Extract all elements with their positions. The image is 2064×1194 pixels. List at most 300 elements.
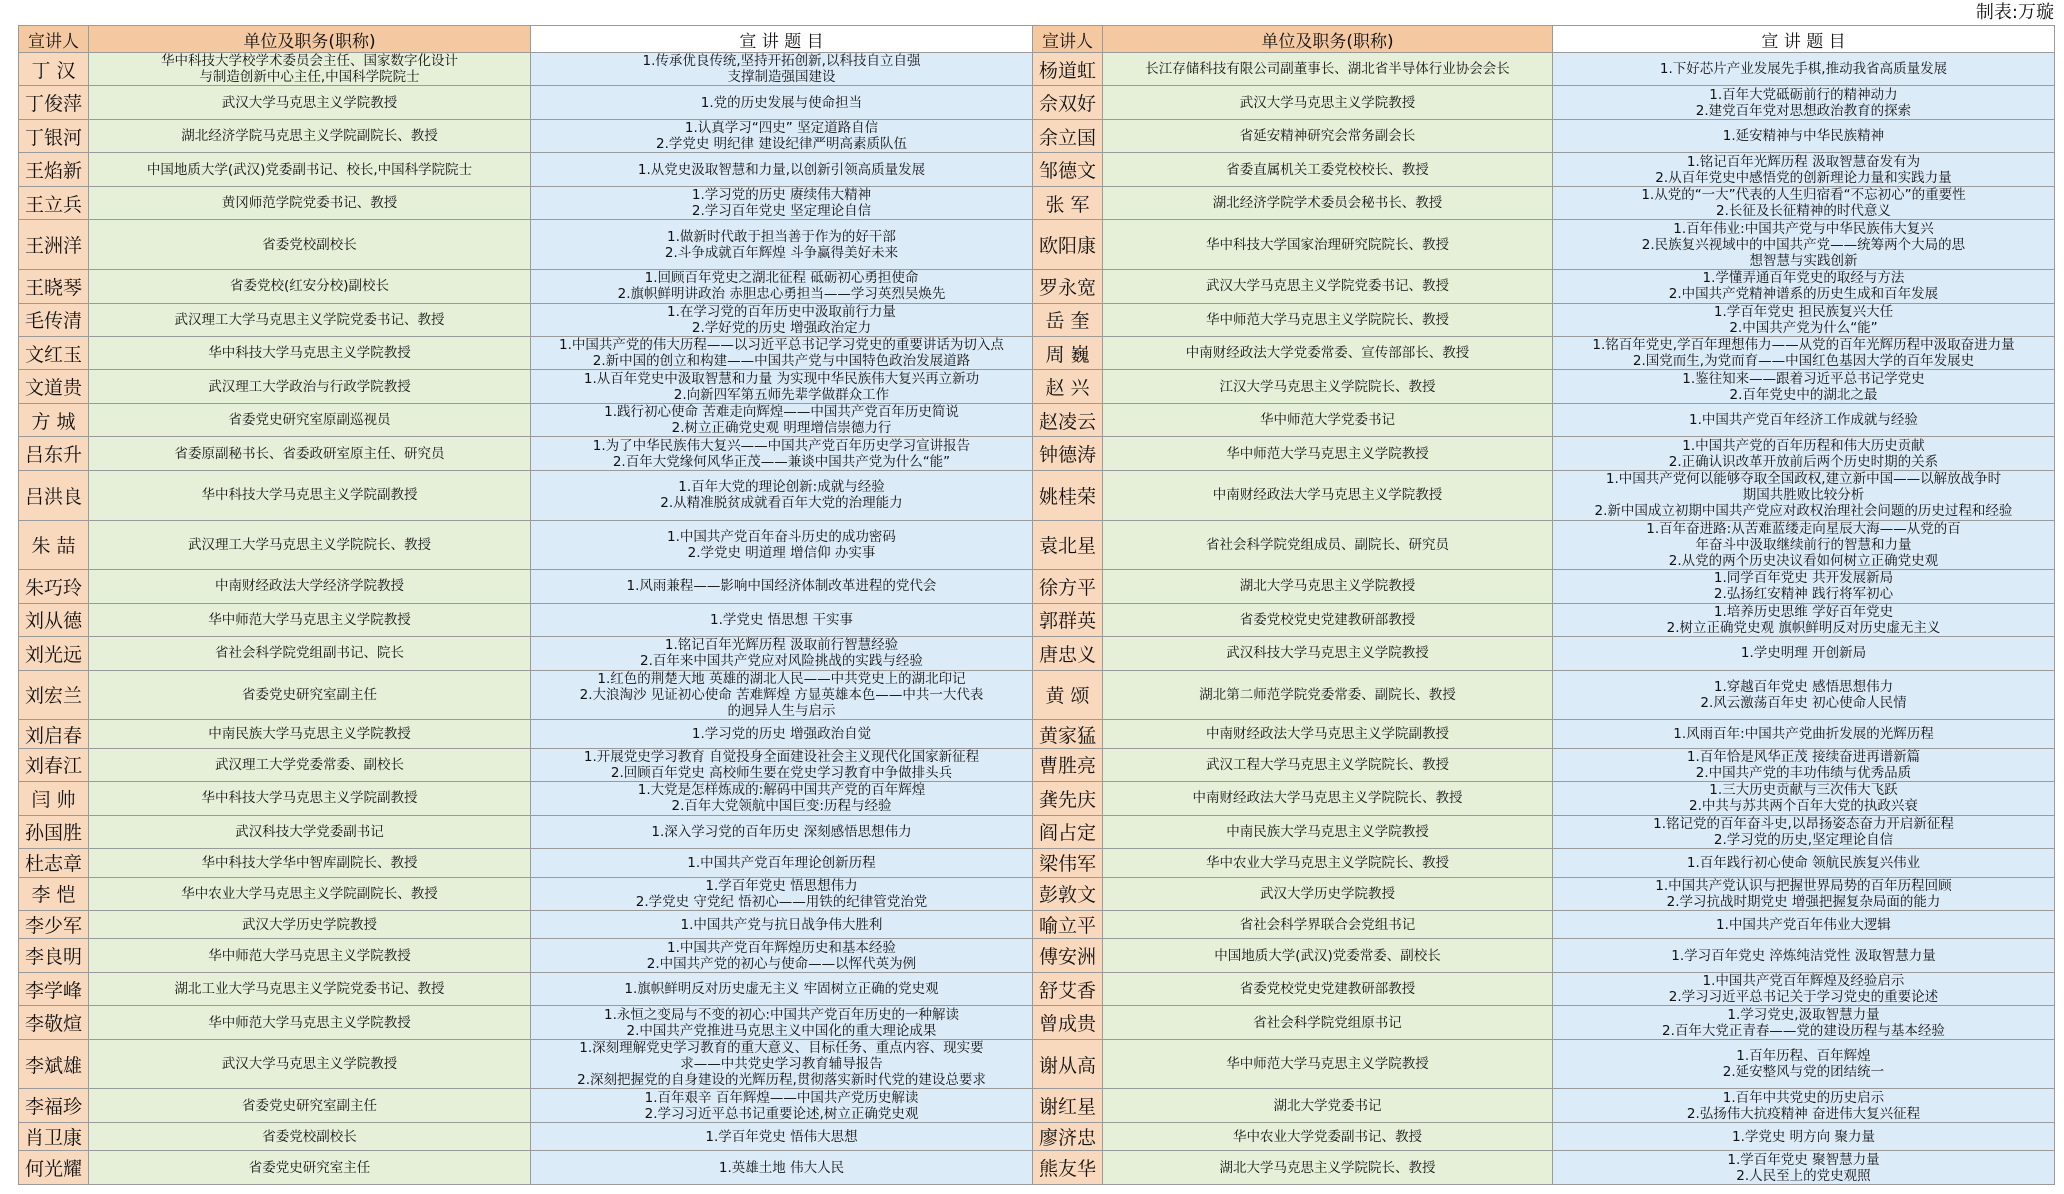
speaker-name: 丁银河 (19, 119, 89, 152)
speaker-unit (1103, 1039, 1553, 1089)
table-row (19, 1122, 2055, 1150)
speaker-unit (1103, 403, 1553, 436)
speaker-name: 彭敦文 (1033, 877, 1103, 910)
speaker-name: 李敬煊 (19, 1006, 89, 1039)
speaker-unit-line: 华中师范大学党委书记 (1260, 412, 1395, 429)
speaker-unit (1103, 877, 1553, 910)
speaker-unit-line: 省委党史研究室副主任 (242, 686, 377, 703)
speaker-name: 刘宏兰 (19, 670, 89, 720)
speaker-topic (531, 1006, 1033, 1039)
speaker-unit (89, 370, 531, 403)
speaker-unit (1103, 303, 1553, 336)
speaker-topic (531, 270, 1033, 303)
speaker-topic-line: 2.树立正确党史观 明理增信崇德力行 (671, 420, 892, 437)
speaker-name: 佘双好 (1033, 86, 1103, 119)
speaker-unit-line: 省延安精神研究会常务副会长 (1239, 128, 1416, 145)
speaker-topic-line: 2.旗帜鲜明讲政治 赤胆忠心勇担当——学习英烈吴焕先 (617, 286, 946, 303)
speaker-name: 袁北星 (1033, 520, 1103, 570)
speaker-unit (1103, 972, 1553, 1005)
speaker-unit-line: 湖北工业大学马克思主义学院党委书记、教授 (174, 981, 445, 998)
speaker-name: 李斌雄 (19, 1039, 89, 1089)
table-row (19, 186, 2055, 219)
table-row (19, 782, 2055, 815)
speaker-name: 徐方平 (1033, 570, 1103, 603)
speaker-topic (1553, 520, 2055, 570)
speaker-unit-line: 省委党校党史党建教研部教授 (1239, 611, 1416, 628)
speaker-unit (89, 910, 531, 938)
speaker-name: 何光耀 (19, 1151, 89, 1185)
table-row (19, 1151, 2055, 1185)
table-row (19, 119, 2055, 152)
speaker-topic-line: 期国共胜败比较分析 (1742, 487, 1865, 504)
speaker-name: 余立国 (1033, 119, 1103, 152)
speaker-name: 黄 颂 (1033, 670, 1103, 720)
speaker-topic (1553, 53, 2055, 86)
table-row (19, 1089, 2055, 1122)
speaker-topic (531, 86, 1033, 119)
speaker-topic-line: 1.百年恰是风华正茂 接续奋进再谱新篇 (1686, 748, 1921, 765)
speaker-unit (1103, 186, 1553, 219)
speaker-unit (89, 1151, 531, 1185)
speaker-topic-line: 1.中国共产党的百年历程和伟大历史贡献 (1682, 437, 1925, 454)
speaker-unit (1103, 370, 1553, 403)
speaker-unit (1103, 637, 1553, 670)
speaker-topic-line: 2.学习习近平总书记关于学习党史的重要论述 (1668, 989, 1939, 1006)
speaker-unit (89, 470, 531, 520)
speaker-topic (1553, 637, 2055, 670)
table-maker-credit: 制表:万璇 (1975, 2, 2054, 23)
speaker-topic (1553, 670, 2055, 720)
table-row (19, 520, 2055, 570)
speaker-unit-line: 武汉大学马克思主义学院教授 (221, 1056, 398, 1073)
speaker-unit-line: 武汉大学马克思主义学院教授 (221, 94, 398, 111)
speaker-unit (89, 972, 531, 1005)
header-unit-right: 单位及职务(职称) (1103, 26, 1553, 53)
speaker-unit-line: 华中师范大学马克思主义学院教授 (208, 1014, 411, 1031)
speaker-name: 唐忠义 (1033, 637, 1103, 670)
speaker-topic-line: 2.从百年党史中感悟党的创新理论力量和实践力量 (1655, 169, 1952, 186)
speaker-name: 谢红星 (1033, 1089, 1103, 1122)
speaker-unit-line: 华中科技大学华中智库副院长、教授 (201, 854, 418, 871)
speaker-unit (89, 570, 531, 603)
speaker-unit-line: 华中科技大学马克思主义学院副教授 (201, 790, 418, 807)
speaker-topic (1553, 939, 2055, 972)
speaker-unit (1103, 53, 1553, 86)
speaker-unit-line: 与制造创新中心主任,中国科学院院士 (199, 69, 420, 86)
speaker-topic (1553, 748, 2055, 781)
table-row (19, 403, 2055, 436)
speaker-unit-line: 黄冈师范学院党委书记、教授 (221, 195, 398, 212)
speaker-topic (1553, 570, 2055, 603)
speaker-topic-line: 1.开展党史学习教育 自觉投身全面建设社会主义现代化国家新征程 (583, 748, 980, 765)
speaker-topic (531, 119, 1033, 152)
speaker-topic-line: 1.下好芯片产业发展先手棋,推动我省高质量发展 (1659, 61, 1948, 78)
speaker-name: 谢从高 (1033, 1039, 1103, 1089)
speaker-topic-line: 2.弘扬伟大抗疫精神 奋进伟大复兴征程 (1686, 1105, 1921, 1122)
table-row (19, 972, 2055, 1005)
table-row (19, 220, 2055, 270)
table-row (19, 670, 2055, 720)
speaker-unit-line: 湖北大学党委书记 (1273, 1097, 1382, 1114)
speaker-unit-line: 华中农业大学党委副书记、教授 (1233, 1128, 1422, 1145)
speaker-topic (531, 603, 1033, 636)
speaker-topic-line: 1.百年伟业:中国共产党与中华民族伟大复兴 (1673, 220, 1934, 237)
speaker-topic-line: 2.斗争成就百年辉煌 斗争赢得美好未来 (664, 244, 899, 261)
speaker-topic-line: 1.旗帜鲜明反对历史虚无主义 牢固树立正确的党史观 (624, 981, 939, 998)
speaker-topic-line: 1.英雄土地 伟大人民 (718, 1159, 845, 1176)
speaker-topic-line: 1.红色的荆楚大地 英雄的湖北人民——中共党史上的湖北印记 (597, 670, 966, 687)
speaker-name: 闫 帅 (19, 782, 89, 815)
speaker-unit-line: 省委党校(红安分校)副校长 (229, 278, 390, 295)
speaker-unit-line: 湖北大学马克思主义学院院长、教授 (1219, 1159, 1436, 1176)
speaker-name: 姚桂荣 (1033, 470, 1103, 520)
table-row (19, 720, 2055, 748)
speaker-topic-line: 2.民族复兴视域中的中国共产党——统筹两个大局的思 (1641, 236, 1966, 253)
speaker-topic (1553, 603, 2055, 636)
speaker-unit-line: 省委原副秘书长、省委政研室原主任、研究员 (174, 445, 445, 462)
table-row (19, 1006, 2055, 1039)
speaker-name: 王洲洋 (19, 220, 89, 270)
speaker-name: 方 城 (19, 403, 89, 436)
speaker-unit (89, 403, 531, 436)
speaker-unit-line: 武汉科技大学马克思主义学院教授 (1226, 645, 1429, 662)
speaker-unit-line: 华中师范大学马克思主义学院教授 (1226, 1056, 1429, 1073)
speaker-unit (89, 186, 531, 219)
speaker-topic-line: 2.百年大党正青春——党的建设历程与基本经验 (1662, 1022, 1945, 1039)
speaker-topic-line: 1.百年奋进路:从苦难蓝缕走向星辰大海——从党的百 (1646, 520, 1961, 537)
speaker-topic-line: 2.学好党的历史 增强政治定力 (691, 319, 872, 336)
speaker-unit (89, 603, 531, 636)
speaker-unit (89, 336, 531, 369)
table-row (19, 603, 2055, 636)
speaker-unit-line: 中南财经政法大学马克思主义学院教授 (1212, 487, 1443, 504)
speaker-topic (531, 1151, 1033, 1185)
speaker-name: 罗永宽 (1033, 270, 1103, 303)
speaker-topic-line: 1.中国共产党百年伟业大逻辑 (1716, 916, 1891, 933)
speaker-unit-line: 中南财经政法大学经济学院教授 (215, 578, 404, 595)
speaker-topic-line: 1.中国共产党百年辉煌历史和基本经验 (667, 939, 896, 956)
speaker-name: 邹德文 (1033, 153, 1103, 186)
speaker-topic (1553, 86, 2055, 119)
speaker-topic-line: 1.学百年党史 担民族复兴大任 (1713, 303, 1894, 320)
speaker-topic-line: 2.建党百年党对思想政治教育的探索 (1695, 102, 1912, 119)
speaker-topic-line: 1.中国共产党认识与把握世界局势的百年历程回顾 (1655, 877, 1952, 894)
speaker-name: 文红玉 (19, 336, 89, 369)
table-row (19, 336, 2055, 369)
speaker-topic (1553, 220, 2055, 270)
speaker-topic (531, 877, 1033, 910)
speaker-name: 朱巧玲 (19, 570, 89, 603)
speaker-topic-line: 2.人民至上的党史观照 (1736, 1167, 1871, 1184)
speaker-unit-line: 中国地质大学(武汉)党委副书记、校长,中国科学院院士 (146, 161, 473, 178)
speaker-topic-line: 2.中国共产党的初心与使命——以恽代英为例 (646, 955, 917, 972)
speaker-topic-line: 1.传承优良传统,坚持开拓创新,以科技自立自强 (642, 53, 921, 70)
speaker-topic-line: 1.学习党的历史 增强政治自觉 (691, 726, 872, 742)
speaker-unit (1103, 86, 1553, 119)
speaker-topic (531, 939, 1033, 972)
speaker-topic (1553, 972, 2055, 1005)
speaker-topic-line: 1.学党史 悟思想 干实事 (710, 611, 853, 628)
speaker-topic (1553, 849, 2055, 877)
speaker-topic (531, 670, 1033, 720)
table-row (19, 637, 2055, 670)
speaker-unit-line: 华中农业大学马克思主义学院院长、教授 (1206, 854, 1449, 871)
speaker-name: 阎占定 (1033, 815, 1103, 848)
speaker-topic (1553, 910, 2055, 938)
speaker-topic (531, 815, 1033, 848)
speaker-topic-line: 1.学百年党史 聚智慧力量 (1727, 1151, 1880, 1168)
speaker-name: 李学峰 (19, 972, 89, 1005)
speaker-unit (1103, 520, 1553, 570)
speaker-unit (1103, 603, 1553, 636)
speaker-topic (1553, 1006, 2055, 1039)
speaker-topic-line: 1.培养历史思维 学好百年党史 (1713, 603, 1894, 620)
speaker-topic (531, 403, 1033, 436)
speaker-topic-line: 1.学史明理 开创新局 (1740, 645, 1867, 662)
speaker-unit-line: 武汉理工大学党委常委、副校长 (215, 756, 404, 773)
speaker-topic-line: 年奋斗中汲取继续前行的智慧和力量 (1695, 536, 1912, 553)
speaker-name: 岳 奎 (1033, 303, 1103, 336)
speaker-topic-line: 1.中国共产党百年辉煌及经验启示 (1702, 973, 1905, 990)
speaker-unit (89, 270, 531, 303)
speaker-unit-line: 华中农业大学马克思主义学院副院长、教授 (181, 885, 438, 902)
speaker-unit (1103, 1006, 1553, 1039)
speaker-topic-line: 1.铭记党的百年奋斗史,以昂扬姿态奋力开启新征程 (1653, 815, 1954, 832)
speaker-name: 丁 汉 (19, 53, 89, 86)
speaker-topic-line: 1.百年践行初心使命 领航民族复兴伟业 (1686, 854, 1921, 871)
speaker-name: 周 巍 (1033, 336, 1103, 369)
speaker-unit-line: 湖北经济学院马克思主义学院副院长、教授 (181, 128, 438, 145)
table-row (19, 470, 2055, 520)
speaker-topic (1553, 877, 2055, 910)
speaker-unit-line: 武汉大学马克思主义学院教授 (1239, 94, 1416, 111)
speaker-topic-line: 2.中国共产党为什么“能” (1729, 319, 1878, 336)
speaker-unit (1103, 220, 1553, 270)
table-body (19, 53, 2055, 1185)
speaker-unit (89, 303, 531, 336)
speaker-unit (1103, 910, 1553, 938)
speaker-name: 熊友华 (1033, 1151, 1103, 1185)
speaker-topic-line: 2.长征及长征精神的时代意义 (1716, 203, 1891, 220)
speaker-unit (1103, 748, 1553, 781)
table-row (19, 303, 2055, 336)
speaker-topic (531, 437, 1033, 470)
speaker-topic (1553, 470, 2055, 520)
speaker-topic-line: 2.新中国成立初期中国共产党应对政权治理社会问题的历史过程和经验 (1594, 503, 2013, 520)
speaker-topic-line: 1.为了中华民族伟大复兴——中国共产党百年历史学习宣讲报告 (592, 437, 971, 454)
speaker-topic (531, 186, 1033, 219)
speaker-topic (531, 470, 1033, 520)
speaker-topic-line: 1.百年大党的理论创新:成就与经验 (678, 479, 885, 496)
speaker-topic-line: 2.回顾百年党史 高校师生要在党史学习教育中争做排头兵 (610, 764, 953, 781)
speaker-unit-line: 省委直属机关工委党校校长、教授 (1226, 161, 1429, 178)
speaker-unit (1103, 720, 1553, 748)
speaker-unit (89, 1122, 531, 1150)
speaker-topic-line: 2.延安整风与党的团结统一 (1722, 1064, 1885, 1081)
speaker-topic-line: 1.同学百年党史 共开发展新局 (1713, 570, 1894, 587)
speaker-unit (1103, 1089, 1553, 1122)
speaker-topic-line: 2.中共与苏共两个百年大党的执政兴衰 (1689, 798, 1918, 815)
speaker-unit-line: 省委党史研究室副主任 (242, 1097, 377, 1114)
speaker-topic-line: 2.学习习近平总书记重要论述,树立正确党史观 (644, 1105, 919, 1122)
speaker-topic (531, 782, 1033, 815)
speaker-unit-line: 武汉大学历史学院教授 (1260, 885, 1395, 902)
speaker-topic-line: 的迥异人生与启示 (727, 702, 836, 719)
table-row (19, 939, 2055, 972)
speaker-topic-line: 2.深刻把握党的自身建设的光辉历程,贯彻落实新时代党的建设总要求 (577, 1072, 986, 1089)
table-row (19, 270, 2055, 303)
speaker-topic (1553, 153, 2055, 186)
speaker-unit-line: 省社会科学院党组原书记 (1253, 1014, 1402, 1031)
speaker-topic-line: 1.铭记百年光辉历程 汲取智慧奋发有为 (1686, 153, 1921, 170)
table-row (19, 910, 2055, 938)
speaker-topic (531, 748, 1033, 781)
table-row (19, 849, 2055, 877)
speaker-topic-line: 1.认真学习“四史” 坚定道路自信 (684, 120, 879, 137)
speaker-unit (89, 520, 531, 570)
speaker-topic-line: 1.百年大党砥砺前行的精神动力 (1709, 86, 1898, 103)
speaker-topic-line: 求——中共党史学习教育辅导报告 (680, 1056, 883, 1073)
speaker-name: 欧阳康 (1033, 220, 1103, 270)
table-row (19, 153, 2055, 186)
speaker-topic (1553, 815, 2055, 848)
speaker-name: 喻立平 (1033, 910, 1103, 938)
speaker-unit (89, 782, 531, 815)
speaker-unit (89, 939, 531, 972)
speaker-unit-line: 华中师范大学马克思主义学院教授 (208, 947, 411, 964)
speaker-unit-line: 省社会科学院党组副书记、院长 (215, 645, 404, 662)
speaker-unit (89, 1089, 531, 1122)
speaker-unit-line: 武汉理工大学政治与行政学院教授 (208, 378, 411, 395)
speaker-topic-line: 2.学党史 守党纪 悟初心——用铁的纪律管党治党 (635, 893, 928, 910)
speaker-topic (531, 336, 1033, 369)
speaker-unit (89, 877, 531, 910)
speaker-unit-line: 中南财经政法大学马克思主义学院院长、教授 (1192, 790, 1463, 807)
speaker-unit-line: 长江存储科技有限公司副董事长、湖北省半导体行业协会会长 (1145, 61, 1510, 78)
speaker-unit (1103, 336, 1553, 369)
header-unit-left: 单位及职务(职称) (89, 26, 531, 53)
table-row (19, 437, 2055, 470)
speaker-topic (1553, 270, 2055, 303)
speaker-topic-line: 2.国党而生,为党而育——中国红色基因大学的百年发展史 (1632, 353, 1975, 370)
speaker-topic (531, 520, 1033, 570)
speaker-unit-line: 湖北大学马克思主义学院教授 (1239, 578, 1416, 595)
speaker-topic (531, 637, 1033, 670)
speaker-unit-line: 中南财经政法大学马克思主义学院副教授 (1206, 726, 1449, 742)
speaker-topic-line: 支撑制造强国建设 (727, 69, 836, 86)
speaker-name: 孙国胜 (19, 815, 89, 848)
speaker-topic (531, 53, 1033, 86)
speaker-topic (531, 370, 1033, 403)
speaker-topic-line: 1.百年艰辛 百年辉煌——中国共产党历史解读 (644, 1089, 919, 1106)
speaker-topic (1553, 403, 2055, 436)
speaker-unit (1103, 939, 1553, 972)
speaker-unit (1103, 1151, 1553, 1185)
speaker-topic-line: 1.穿越百年党史 感悟思想伟力 (1713, 678, 1894, 695)
speaker-unit-line: 武汉理工大学马克思主义学院院长、教授 (188, 536, 431, 553)
speaker-unit (89, 119, 531, 152)
speaker-topic (1553, 370, 2055, 403)
table-row (19, 570, 2055, 603)
speaker-topic-line: 1.大党是怎样炼成的:解码中国共产党的百年辉煌 (637, 782, 926, 799)
speaker-name: 王焰新 (19, 153, 89, 186)
speaker-topic-line: 2.正确认识改革开放前后两个历史时期的关系 (1668, 453, 1939, 470)
speaker-topic (1553, 1122, 2055, 1150)
speaker-topic-line: 1.学懂弄通百年党史的取经与方法 (1702, 270, 1905, 287)
speaker-topic-line: 1.中国共产党何以能够夺取全国政权,建立新中国——以解放战争时 (1605, 471, 2002, 488)
speaker-topic (531, 910, 1033, 938)
speaker-topic-line: 1.中国共产党百年奋斗历史的成功密码 (667, 528, 896, 545)
speaker-unit (1103, 470, 1553, 520)
speaker-topic (1553, 1039, 2055, 1089)
speaker-topic-line: 1.学百年党史 悟思想伟力 (705, 877, 858, 894)
speaker-unit (89, 720, 531, 748)
speaker-topic-line: 2.百年来中国共产党应对风险挑战的实践与经验 (640, 653, 923, 670)
speaker-unit-line: 中南民族大学马克思主义学院教授 (1226, 823, 1429, 840)
speaker-name: 钟德涛 (1033, 437, 1103, 470)
speaker-name: 李福珍 (19, 1089, 89, 1122)
speaker-name: 王立兵 (19, 186, 89, 219)
speaker-topic (1553, 186, 2055, 219)
speaker-unit (89, 1006, 531, 1039)
speaker-unit (89, 670, 531, 720)
speaker-topic-line: 2.学习抗战时期党史 增强把握复杂局面的能力 (1666, 893, 1941, 910)
speaker-unit-line: 江汉大学马克思主义学院院长、教授 (1219, 378, 1436, 395)
speaker-unit-line: 武汉大学马克思主义学院党委书记、教授 (1206, 278, 1449, 295)
header-speaker-left: 宣讲人 (19, 26, 89, 53)
speaker-unit-line: 省委党史研究室主任 (248, 1159, 371, 1176)
speaker-name: 曾成贵 (1033, 1006, 1103, 1039)
speaker-unit-line: 中南财经政法大学党委常委、宣传部部长、教授 (1185, 345, 1470, 362)
speaker-unit-line: 华中科技大学马克思主义学院教授 (208, 345, 411, 362)
speaker-name: 梁伟军 (1033, 849, 1103, 877)
speaker-topic-line: 1.做新时代敢于担当善于作为的好干部 (667, 228, 896, 245)
speaker-topic-line: 1.学习百年党史 淬炼纯洁党性 汲取智慧力量 (1671, 947, 1936, 964)
speaker-topic (531, 153, 1033, 186)
speaker-topic-line: 1.鉴往知来——跟着习近平总书记学党史 (1682, 370, 1925, 387)
speaker-topic-line: 1.从百年党史中汲取智慧和力量 为实现中华民族伟大复兴再立新功 (583, 370, 980, 387)
speaker-topic-line: 1.永恒之变局与不变的初心:中国共产党百年历史的一种解读 (604, 1006, 959, 1023)
speaker-topic-line: 2.百年党史中的湖北之最 (1729, 386, 1878, 403)
speaker-name: 刘从德 (19, 603, 89, 636)
speaker-name: 赵 兴 (1033, 370, 1103, 403)
speaker-unit (1103, 815, 1553, 848)
table-row (19, 370, 2055, 403)
speaker-topic-line: 1.风雨兼程——影响中国经济体制改革进程的党代会 (626, 578, 937, 595)
speaker-unit (89, 86, 531, 119)
speaker-topic-line: 1.回顾百年党史之湖北征程 砥砺初心勇担使命 (644, 270, 919, 287)
speaker-topic-line: 2.树立正确党史观 旗帜鲜明反对历史虚无主义 (1666, 619, 1941, 636)
table-row (19, 815, 2055, 848)
speaker-unit-line: 省社会科学界联合会党组书记 (1239, 916, 1416, 933)
speaker-unit-line: 华中师范大学马克思主义学院教授 (208, 611, 411, 628)
speaker-name: 杜志章 (19, 849, 89, 877)
speaker-unit (89, 1039, 531, 1089)
speaker-name: 舒艾香 (1033, 972, 1103, 1005)
speaker-name: 刘启春 (19, 720, 89, 748)
speaker-topic (531, 1122, 1033, 1150)
speaker-topic (1553, 720, 2055, 748)
speaker-topic-line: 1.践行初心使命 苦难走向辉煌——中国共产党百年历史简说 (604, 404, 959, 421)
speaker-name: 毛传清 (19, 303, 89, 336)
speaker-topic (1553, 782, 2055, 815)
speaker-unit-line: 省委党校党史党建教研部教授 (1239, 981, 1416, 998)
speaker-unit-line: 中国地质大学(武汉)党委常委、副校长 (1214, 947, 1441, 964)
speaker-topic (531, 1039, 1033, 1089)
speaker-unit-line: 省社会科学院党组成员、副院长、研究员 (1206, 536, 1449, 553)
speaker-topic (531, 720, 1033, 748)
speaker-topic-line: 1.百年中共党史的历史启示 (1722, 1089, 1885, 1106)
